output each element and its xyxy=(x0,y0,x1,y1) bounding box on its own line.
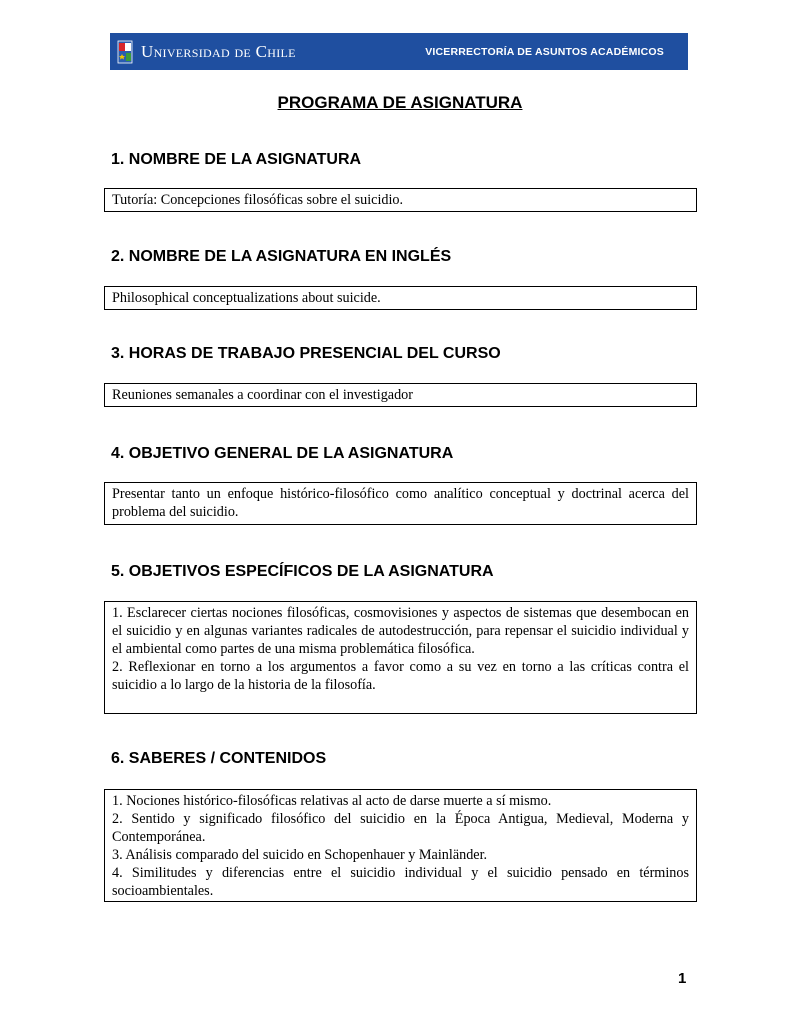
section-3-heading: 3. HORAS DE TRABAJO PRESENCIAL DEL CURSO xyxy=(111,345,501,362)
section-6-heading: 6. SABERES / CONTENIDOS xyxy=(111,750,327,767)
section-5-item-1: 1. Esclarecer ciertas nociones filosóficas, cosmovisiones y aspectos de sistemas que desembocan en el suicidio y en algunas variantes radicales de autodestrucción, para repensar el suicidio individual y el ambiental como partes de una misma problemática filosófica. xyxy=(112,605,689,657)
section-5-heading: 5. OBJETIVOS ESPECÍFICOS DE LA ASIGNATURA xyxy=(111,563,494,580)
section-5-box xyxy=(104,601,697,714)
vicerrectoria-label: VICERRECTORÍA DE ASUNTOS ACADÉMICOS xyxy=(425,45,664,58)
section-2-text: Philosophical conceptualizations about suicide. xyxy=(112,290,381,306)
page-number: 1 xyxy=(678,970,687,987)
section-1-heading: 1. NOMBRE DE LA ASIGNATURA xyxy=(111,151,362,168)
section-4-box xyxy=(104,482,697,525)
section-5-item-2: 2. Reflexionar en torno a los argumentos a favor como a su vez en torno a las críticas contra el suicidio a lo largo de la historia de la filosofía. xyxy=(112,659,689,693)
section-6-item-3: 3. Análisis comparado del suicido en Schopenhauer y Mainländer. xyxy=(112,847,488,863)
header-banner xyxy=(110,33,688,70)
section-3-box xyxy=(104,383,697,407)
section-2-box xyxy=(104,286,697,310)
university-crest-icon xyxy=(115,39,135,65)
section-6-item-4: 4. Similitudes y diferencias entre el suicidio individual y el suicidio pensado en términos socioambientales. xyxy=(112,865,689,899)
section-1-box xyxy=(104,188,697,212)
section-1-text: Tutoría: Concepciones filosóficas sobre el suicidio. xyxy=(112,192,404,208)
section-4-heading: 4. OBJETIVO GENERAL DE LA ASIGNATURA xyxy=(111,445,454,462)
section-6-box xyxy=(104,789,697,902)
section-6-item-1: 1. Nociones histórico-filosóficas relativas al acto de darse muerte a sí mismo. xyxy=(112,793,552,809)
university-name: Universidad de Chile xyxy=(141,41,296,61)
page-title: PROGRAMA DE ASIGNATURA xyxy=(277,93,523,112)
section-2-heading: 2. NOMBRE DE LA ASIGNATURA EN INGLÉS xyxy=(111,248,452,265)
section-6-item-2: 2. Sentido y significado filosófico del suicidio en la Época Antigua, Medieval, Moderna y Contemporánea. xyxy=(112,811,689,845)
section-3-text: Reuniones semanales a coordinar con el investigador xyxy=(112,387,413,403)
section-4-text: Presentar tanto un enfoque histórico-filosófico como analítico conceptual y doctrinal acerca del problema del suicidio. xyxy=(112,486,689,520)
